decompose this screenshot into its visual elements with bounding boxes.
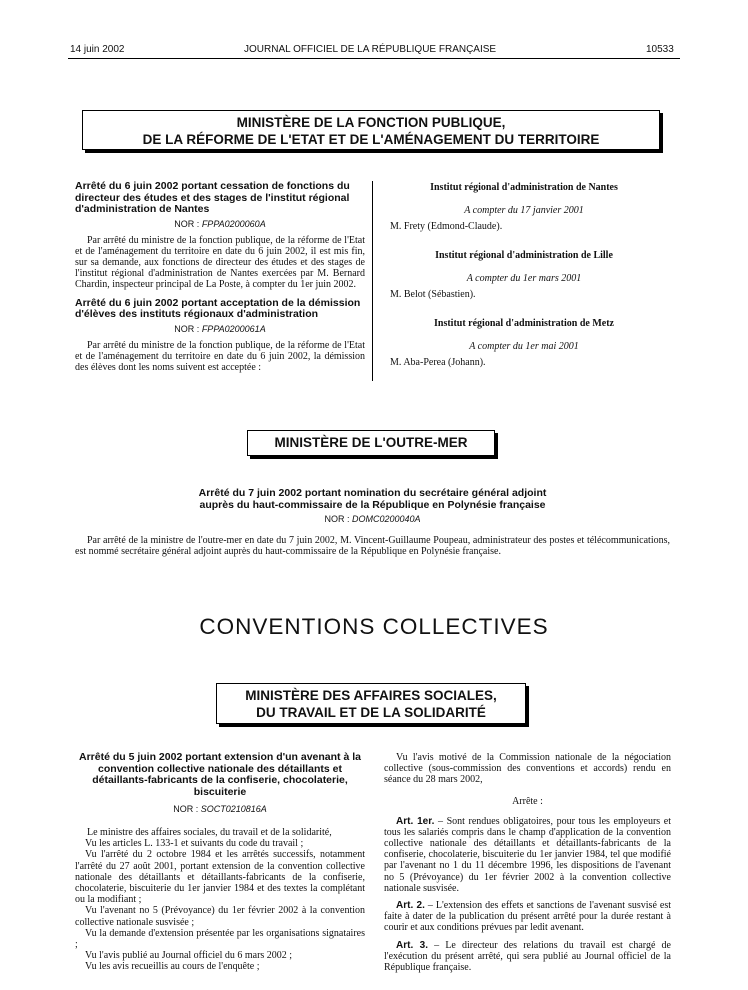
- arrete1-nor: [75, 219, 365, 229]
- header-rule: [68, 58, 680, 59]
- arrete2-title: Arrêté du 6 juin 2002 portant acceptation de la démission d'élèves des instituts régionaux d'administration: [75, 296, 361, 321]
- arrete4-visa-commission: Vu l'avis motivé de la Commission nationale de la négociation collective (sous-commission des conventions et accords) rendu en séance du 28 mars 2002,: [384, 752, 671, 786]
- ministry-box-fonction-publique: [82, 110, 660, 150]
- nor-code: DOMC0200040A: [351, 514, 421, 524]
- arrete3-text: Par arrêté de la ministre de l'outre-mer en date du 7 juin 2002, M. Vincent-Guillaume Poupeau, administrateur des postes et télécommunications, est nommé secrétaire général adjoint auprès du haut-commissaire de la République en Polynésie française.: [75, 535, 670, 558]
- arrete4-title: Arrêté du 5 juin 2002 portant extension d'un avenant à la convention collective nationale des détaillants et détaillants-fabricants de la confiserie, chocolaterie, biscuiterie: [79, 751, 361, 798]
- institut-metz-date: A compter du 1er mai 2001: [469, 341, 579, 352]
- ministry-title-line2: DU TRAVAIL ET DE LA SOLIDARITÉ: [256, 705, 486, 720]
- arrete3-nor: [70, 514, 675, 524]
- arrete4-right-column: [384, 752, 671, 973]
- institut-metz-name: Institut régional d'administration de Metz: [434, 318, 614, 329]
- nor-label: NOR :: [174, 218, 200, 229]
- visa-item: Vu l'avenant no 5 (Prévoyance) du 1er février 2002 à la convention collective nationale susvisée ;: [75, 905, 365, 928]
- institut-lille-person: M. Belot (Sébastien).: [390, 289, 476, 300]
- nor-label: NOR :: [173, 804, 199, 814]
- article-text: – Le directeur des relations du travail est chargé de l'exécution du présent arrêté, qui sera publié au Journal officiel de la République française.: [384, 939, 671, 974]
- section-title: CONVENTIONS COLLECTIVES: [199, 614, 549, 639]
- visa-item: Vu les articles L. 133-1 et suivants du code du travail ;: [85, 838, 304, 850]
- nor-label: NOR :: [324, 514, 350, 524]
- arrete1-text: Par arrêté du ministre de la fonction publique, de la réforme de l'Etat et de l'aménagement du territoire en date du 6 juin 2002, il est mis fin, sur sa demande, aux fonctions de directeur des études et des stages de l'institut régional d'administration de Nantes exercées par M. Bernard Chardin, inspecteur principal de La Poste, à compter du 1er juin 2002.: [75, 234, 365, 291]
- arrete4-article-1: [384, 816, 671, 894]
- arrete3-title-line2: auprès du haut-commissaire de la République en Polynésie française: [199, 498, 546, 511]
- arrete4-visas: [75, 838, 365, 972]
- article-text: – L'extension des effets et sanctions de l'avenant susvisé est faite à dater de la publication du présent arrêté pour la durée restant à courir et aux conditions prévues par ledit avenant.: [384, 900, 671, 934]
- institut-metz-person: M. Aba-Perea (Johann).: [390, 357, 486, 368]
- nor-label: NOR :: [174, 323, 200, 334]
- nor-code: SOCT0210816A: [200, 804, 267, 814]
- article-text: – Sont rendues obligatoires, pour tous les employeurs et tous les salariés compris dans le champ d'application de la convention collective nationale des détaillants et détaillants-fabricants de la confiserie, chocolaterie, biscuiterie du 1er janvier 1984, tel que modifié par l'avenant no 1 du 11 décembre 1996, les dispositions de l'avenant no 5 (Prévoyance) du 1er février 2002 à la convention collective nationale susvisée.: [384, 815, 671, 894]
- visa-item: Vu les avis recueillis au cours de l'enquête ;: [85, 961, 260, 973]
- arrete2-nor: [75, 324, 365, 334]
- ministry-box-affaires-sociales: [216, 683, 526, 724]
- article-label: Art. 2.: [396, 900, 425, 912]
- institut-lille-name: Institut régional d'administration de Lille: [435, 250, 613, 261]
- arrete3-block: [70, 488, 675, 524]
- institut-nantes-name: Institut régional d'administration de Nantes: [430, 182, 618, 193]
- arrete4-left-column: [75, 752, 365, 973]
- arrete4-nor: [75, 804, 365, 814]
- arrete4-arrete-label: Arrête :: [512, 795, 543, 807]
- left-column-top: [75, 181, 365, 373]
- ministry-title-line1: MINISTÈRE DES AFFAIRES SOCIALES,: [245, 688, 497, 703]
- arrete2-text: Par arrêté du ministre de la fonction publique, de la réforme de l'Etat et de l'aménagement du territoire en date du 6 juin 2002, la démission des élèves dont les noms suivent est acceptée :: [75, 339, 365, 373]
- right-column-top: [384, 182, 664, 368]
- nor-code: FPPA0200061A: [201, 323, 266, 334]
- arrete1-title: Arrêté du 6 juin 2002 portant cessation de fonctions du directeur des études et des stages de l'institut régional d'administration de Nantes: [75, 180, 350, 215]
- arrete4-article-2: [384, 900, 671, 934]
- article-label: Art. 1er.: [396, 815, 435, 827]
- article-label: Art. 3.: [396, 939, 428, 951]
- header-journal: JOURNAL OFFICIEL DE LA RÉPUBLIQUE FRANÇAISE: [244, 44, 497, 55]
- institut-lille-date: A compter du 1er mars 2001: [466, 273, 582, 284]
- visa-item: Vu l'avis publié au Journal officiel du 6 mars 2002 ;: [85, 950, 293, 962]
- header-date: 14 juin 2002: [70, 44, 125, 55]
- ministry-title-line2: DE LA RÉFORME DE L'ETAT ET DE L'AMÉNAGEMENT DU TERRITOIRE: [142, 132, 600, 147]
- visa-item: Vu l'arrêté du 2 octobre 1984 et les arrêtés successifs, notamment l'arrêté du 27 août 2001, portant extension de la convention collective nationale des détaillants et détaillants-fabricants de la confiserie, chocolaterie, biscuiterie du 1er janvier 1984 et des textes la complétant ou la modifiant ;: [75, 849, 365, 906]
- nor-code: FPPA0200060A: [201, 218, 266, 229]
- institut-nantes-date: A compter du 17 janvier 2001: [464, 205, 584, 216]
- header-page-number: 10533: [646, 44, 674, 55]
- ministry-title-line1: MINISTÈRE DE LA FONCTION PUBLIQUE,: [236, 115, 506, 130]
- arrete4-article-3: [384, 940, 671, 974]
- column-divider: [372, 181, 373, 381]
- institut-nantes-person: M. Frety (Edmond-Claude).: [390, 221, 503, 232]
- arrete4-intro: Le ministre des affaires sociales, du travail et de la solidarité,: [87, 827, 332, 838]
- ministry-box-outre-mer: MINISTÈRE DE L'OUTRE-MER: [247, 430, 495, 456]
- visa-item: Vu la demande d'extension présentée par les organisations signataires ;: [75, 927, 365, 951]
- arrete3-title-line1: Arrêté du 7 juin 2002 portant nomination du secrétaire général adjoint: [198, 487, 547, 499]
